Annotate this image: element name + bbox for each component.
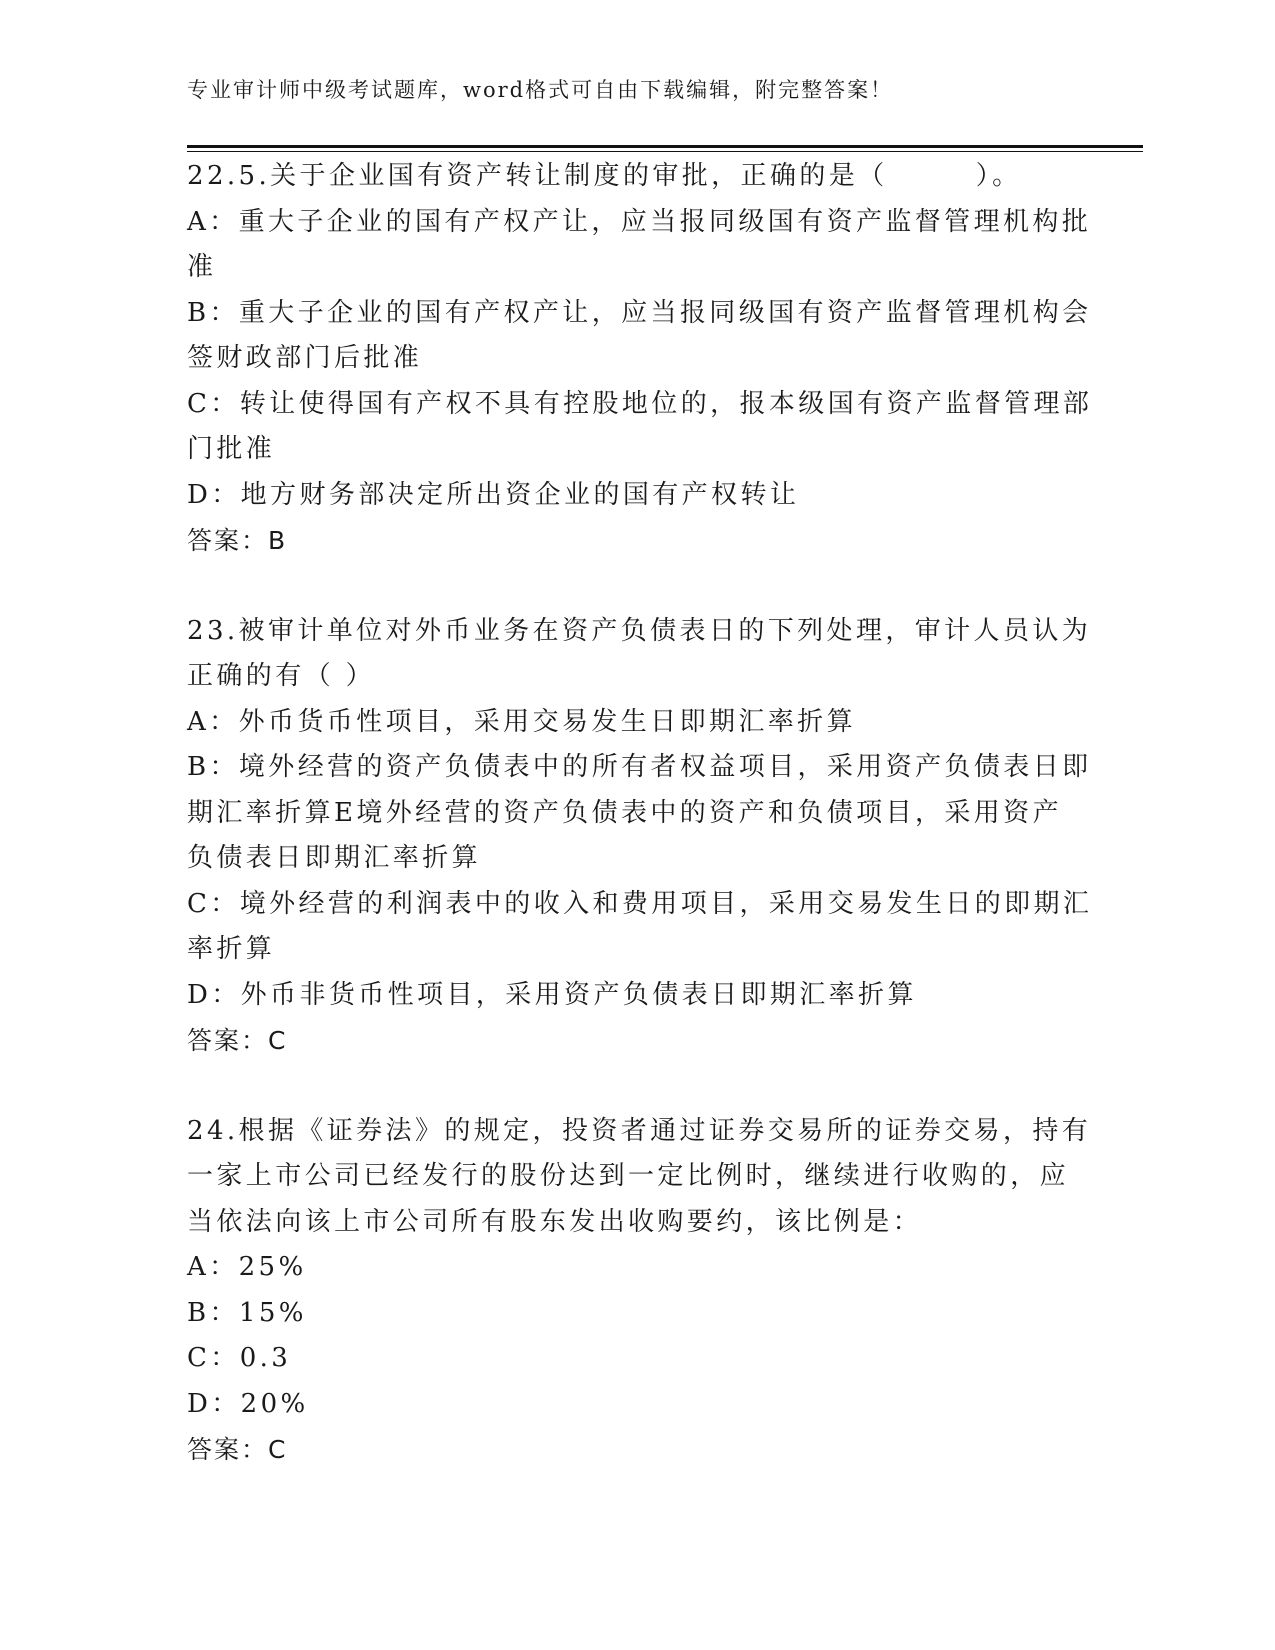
question-23 <box>187 609 1093 1064</box>
header-rule-thick <box>187 145 1143 148</box>
question-22 <box>187 154 1093 564</box>
option-line: A：25% <box>187 1252 307 1282</box>
page-header: 专业审计师中级考试题库，word格式可自由下载编辑，附完整答案！ <box>187 78 894 102</box>
option-line: 门批准 <box>187 434 276 464</box>
question-stem: 24.根据《证券法》的规定，投资者通过证券交易所的证券交易，持有 <box>187 1115 1092 1146</box>
option-line: 负债表日即期汇率折算 <box>187 843 482 873</box>
option-line: 期汇率折算E境外经营的资产负债表中的资产和负债项目，采用资产 <box>187 797 1062 828</box>
option-line: B：境外经营的资产负债表中的所有者权益项目，采用资产负债表日即 <box>187 752 1092 782</box>
answer-text: 答案：C <box>187 1026 288 1055</box>
option-line: D：20% <box>187 1388 309 1419</box>
question-stem: 当依法向该上市公司所有股东发出收购要约，该比例是： <box>187 1206 923 1237</box>
option-line: B：重大子企业的国有产权产让，应当报同级国有资产监督管理机构会 <box>187 297 1092 328</box>
option-line: D：地方财务部决定所出资企业的国有产权转让 <box>187 479 800 510</box>
question-stem: 一家上市公司已经发行的股份达到一定比例时，继续进行收购的，应 <box>187 1161 1070 1191</box>
question-list <box>187 154 1093 1473</box>
option-line: C：转让使得国有产权不具有控股地位的，报本级国有资产监督管理部 <box>187 388 1093 419</box>
option-line: 率折算 <box>187 934 276 964</box>
answer-text: 答案：B <box>187 526 288 555</box>
option-line: A：重大子企业的国有产权产让，应当报同级国有资产监督管理机构批 <box>187 206 1092 237</box>
option-line: C：境外经营的利润表中的收入和费用项目，采用交易发生日的即期汇 <box>187 888 1093 919</box>
option-line: 准 <box>187 252 217 282</box>
question-stem: 正确的有（ ） <box>187 661 376 691</box>
option-line: D：外币非货币性项目，采用资产负债表日即期汇率折算 <box>187 979 917 1010</box>
question-stem: 23.被审计单位对外币业务在资产负债表日的下列处理，审计人员认为 <box>187 615 1092 646</box>
option-line: A：外币货币性项目，采用交易发生日即期汇率折算 <box>187 706 856 737</box>
question-stem: 22.5.关于企业国有资产转让制度的审批，正确的是（ ）。 <box>187 161 1022 191</box>
option-line: 签财政部门后批准 <box>187 343 423 373</box>
header-rule-thin <box>187 151 1143 152</box>
option-line: C：0.3 <box>187 1343 292 1373</box>
option-line: B：15% <box>187 1297 307 1328</box>
question-24 <box>187 1109 1092 1473</box>
answer-text: 答案：C <box>187 1435 288 1464</box>
